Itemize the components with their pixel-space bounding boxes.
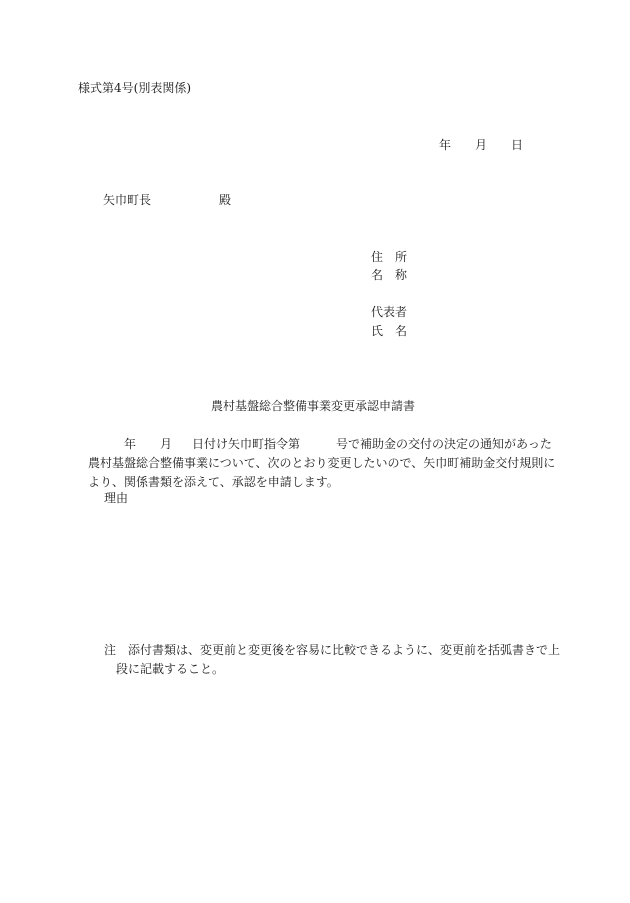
applicant-name-label: 名 称 xyxy=(371,268,408,282)
body-line-1-rest: 号で補助金の交付の決定の通知があった xyxy=(336,437,552,451)
date-year-label: 年 xyxy=(439,138,452,152)
addressee-name: 矢巾町長 xyxy=(103,193,152,207)
note-line-2: 段に記載すること。 xyxy=(116,662,225,676)
note xyxy=(104,641,560,679)
body-line-2: 農村基盤総合整備事業について、次のとおり変更したいので、矢巾町補助金交付規則に xyxy=(88,456,556,470)
date-day-label: 日 xyxy=(511,138,524,152)
body-line-1 xyxy=(88,435,552,454)
body-paragraph xyxy=(88,435,556,492)
applicant-representative-label: 代表者 xyxy=(371,305,408,319)
body-line-3: より、関係書類を添えて、承認を申請します。 xyxy=(88,475,339,489)
applicant-person-name-label: 氏 名 xyxy=(371,324,408,338)
date-month-label: 月 xyxy=(475,138,488,152)
reason-label: 理由 xyxy=(104,491,129,505)
applicant-address-label: 住 所 xyxy=(371,250,408,264)
note-line-1 xyxy=(104,641,560,660)
form-number: 様式第4号(別表関係) xyxy=(78,81,191,95)
addressee xyxy=(103,194,231,206)
document-title: 農村基盤総合整備事業変更承認申請書 xyxy=(211,399,416,413)
body-year-label: 年 xyxy=(124,437,137,451)
body-month-label: 月 xyxy=(160,437,173,451)
addressee-honorific: 殿 xyxy=(219,193,232,207)
note-text-1: 添付書類は、変更前と変更後を容易に比較できるように、変更前を括弧書きで上 xyxy=(128,643,561,657)
date-line xyxy=(439,139,523,151)
body-dated-directive: 日付け矢巾町指令第 xyxy=(192,437,301,451)
note-mark: 注 xyxy=(104,643,117,657)
